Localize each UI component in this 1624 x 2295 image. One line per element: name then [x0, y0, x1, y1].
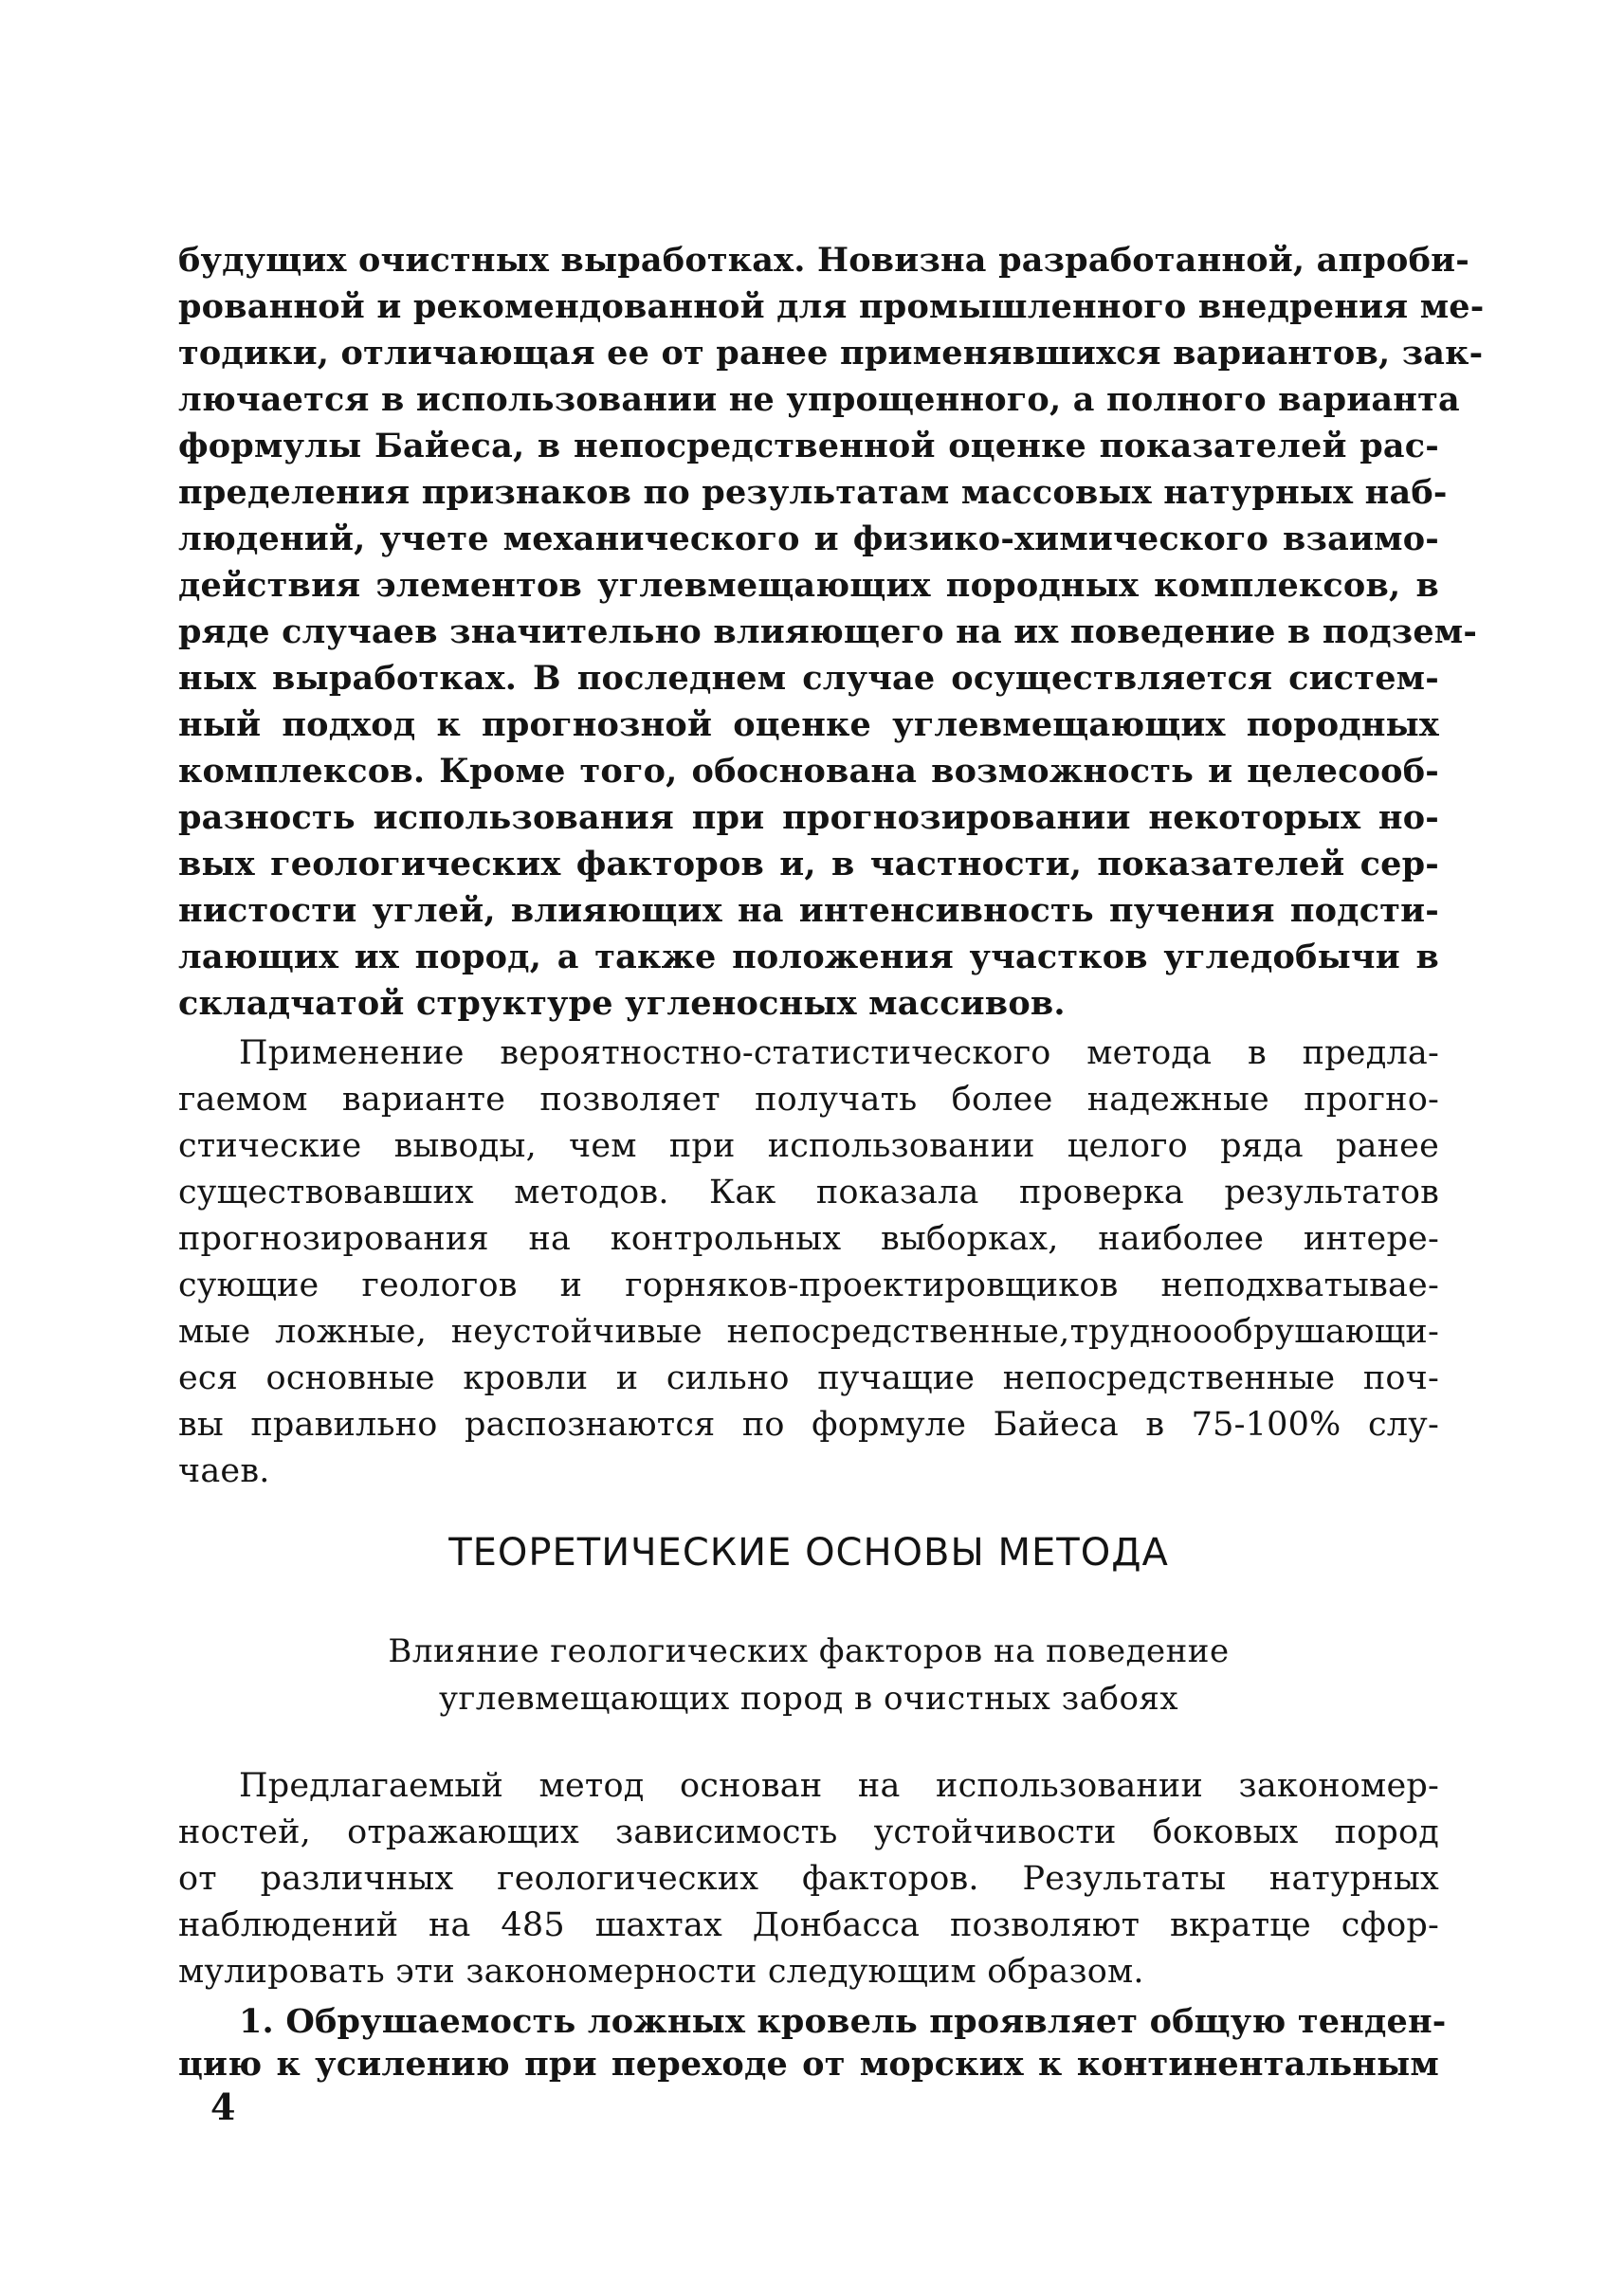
- text-line: пределения признаков по результатам массовых натурных наб-: [178, 473, 1448, 512]
- text-line: стические выводы, чем при использовании целого ряда ранее: [178, 1127, 1439, 1165]
- page-number: 4: [210, 2086, 236, 2128]
- text-line: ряде случаев значительно влияющего на их поведение в подзем-: [178, 612, 1478, 651]
- text-line: тодики, отличающая ее от ранее применявшихся вариантов, зак-: [178, 334, 1484, 373]
- text-line: лючается в использовании не упрощенного, а полного варианта: [178, 380, 1460, 419]
- text-line: нистости углей, влияющих на интенсивность пучения подсти-: [178, 891, 1439, 930]
- text-line: еся основные кровли и сильно пучащие непосредственные поч-: [178, 1359, 1439, 1397]
- text-line: складчатой структуре угленосных массивов.: [178, 984, 1066, 1023]
- text-line: мулировать эти закономерности следующим образом.: [178, 1953, 1144, 1991]
- text-line: вых геологических факторов и, в частности, показателей сер-: [178, 845, 1439, 883]
- text-line: ный подход к прогнозной оценке углевмещающих породных: [178, 705, 1439, 744]
- text-line: ностей, отражающих зависимость устойчивости боковых пород: [178, 1813, 1439, 1851]
- text-line: наблюдений на 485 шахтах Донбасса позволяют вкратце сфор-: [178, 1906, 1439, 1944]
- text-line: людений, учете механического и физико-химического взаимо-: [178, 519, 1439, 558]
- text-line: действия элементов углевмещающих породных комплексов, в: [178, 566, 1439, 605]
- text-line: разность использования при прогнозировании некоторых но-: [178, 798, 1439, 837]
- text-line: сующие геологов и горняков-проектировщиков неподхватывае-: [178, 1266, 1439, 1304]
- text-line: мые ложные, неустойчивые непосредственные,трудноообрушающи-: [178, 1313, 1439, 1351]
- text-line: лающих их пород, а также положения участков угледобычи в: [178, 938, 1439, 976]
- text-line: Применение вероятностно-статистического метода в предла-: [239, 1034, 1439, 1072]
- text-line: цию к усилению при переходе от морских к континентальным: [178, 2045, 1439, 2084]
- subsection-title-line-1: Влияние геологических факторов на поведение: [388, 1632, 1230, 1670]
- text-line: ных выработках. В последнем случае осуществляется систем-: [178, 659, 1439, 698]
- text-line: комплексов. Кроме того, обоснована возможность и целесооб-: [178, 752, 1439, 791]
- text-line: существовавших методов. Как показала проверка результатов: [178, 1174, 1439, 1211]
- text-line: рованной и рекомендованной для промышленного внедрения ме-: [178, 287, 1485, 326]
- text-line: от различных геологических факторов. Результаты натурных: [178, 1860, 1439, 1898]
- text-line: 1. Обрушаемость ложных кровель проявляет общую тенден-: [239, 2002, 1447, 2041]
- text-line: будущих очистных выработках. Новизна разработанной, апроби-: [178, 241, 1470, 280]
- section-title: ТЕОРЕТИЧЕСКИЕ ОСНОВЫ МЕТОДА: [448, 1531, 1169, 1575]
- subsection-title-line-2: углевмещающих пород в очистных забоях: [438, 1680, 1179, 1718]
- text-line: Предлагаемый метод основан на использовании закономер-: [239, 1767, 1439, 1805]
- text-line: прогнозирования на контрольных выборках, наиболее интере-: [178, 1220, 1439, 1258]
- text-line: чаев.: [178, 1452, 270, 1490]
- text-line: формулы Байеса, в непосредственной оценке показателей рас-: [178, 427, 1439, 465]
- text-line: гаемом варианте позволяет получать более надежные прогно-: [178, 1081, 1439, 1119]
- text-line: вы правильно распознаются по формуле Байеса в 75-100% слу-: [178, 1406, 1439, 1444]
